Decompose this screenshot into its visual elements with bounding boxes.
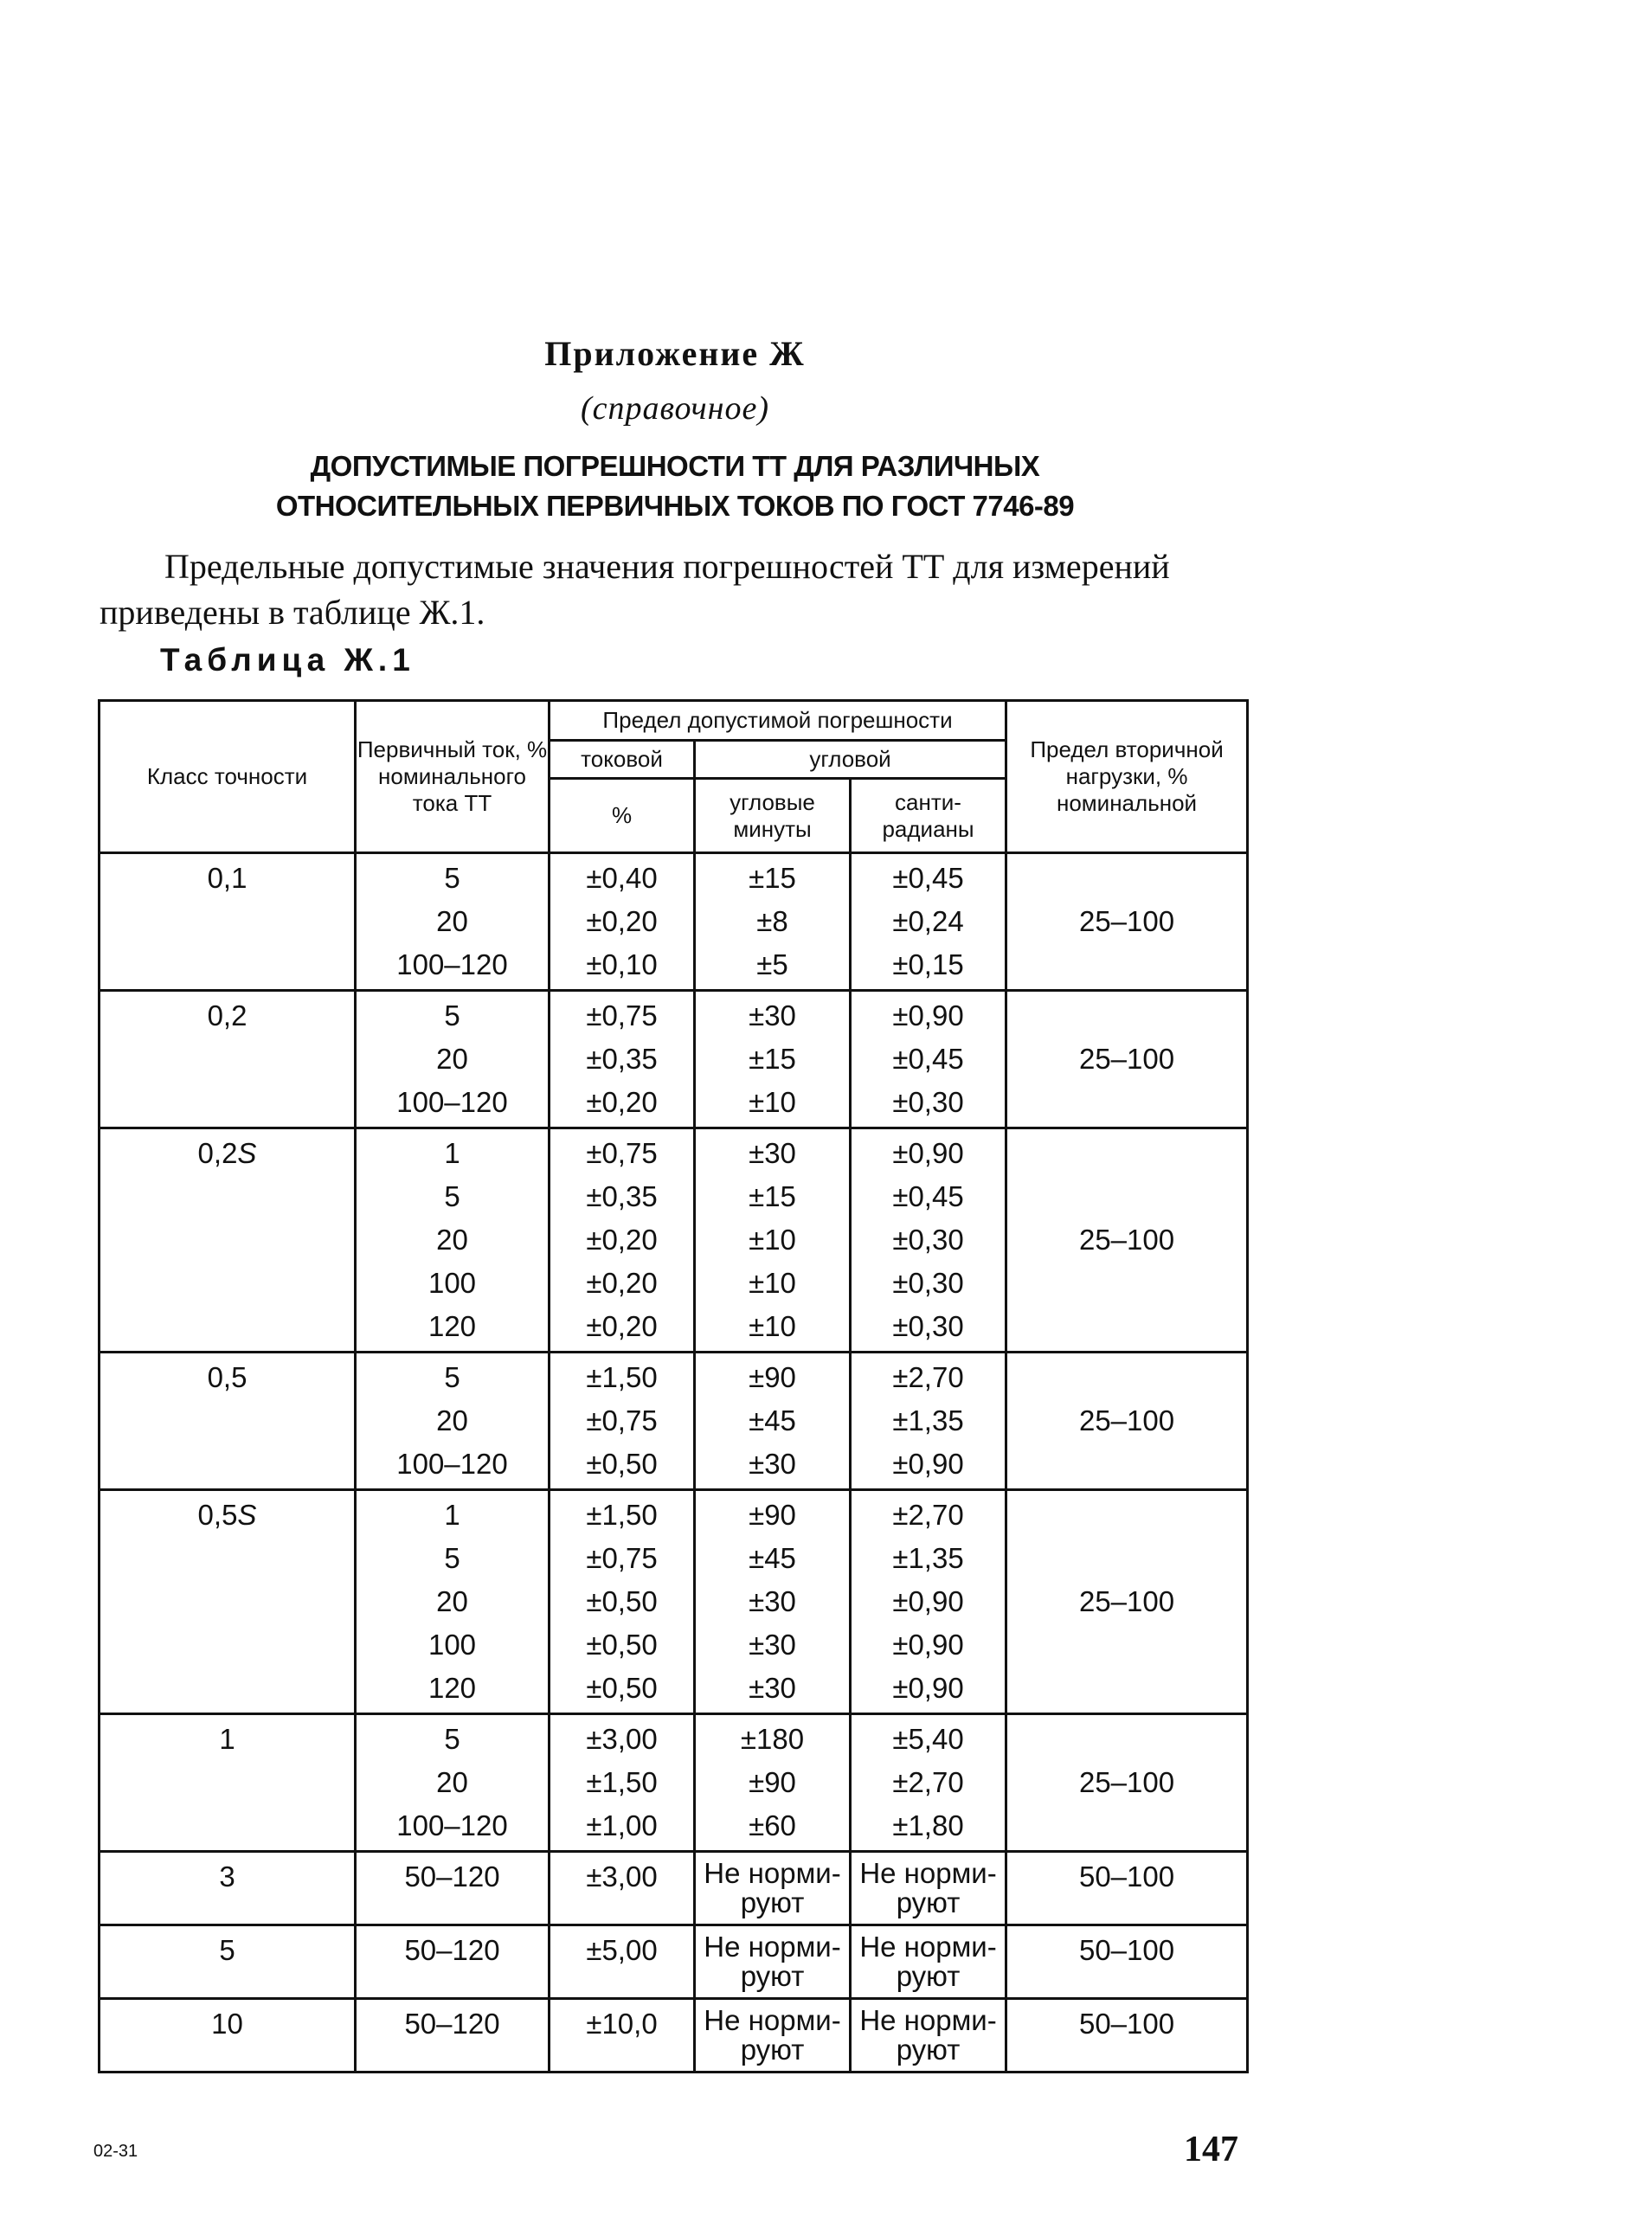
cell-primary-current-value: 20 (436, 1585, 468, 1617)
cell-secondary-load: 50–100 (1006, 1852, 1248, 1925)
intro-paragraph: Предельные допустимые значения погрешностей ТТ для измерений приведены в таблице Ж.1. (100, 547, 1170, 632)
cell-centiradians (851, 1852, 1006, 1925)
cell-primary-current-value: 20 (436, 1766, 468, 1798)
cell-current-error (550, 1852, 695, 1925)
cell-primary-current-value: 20 (436, 905, 468, 937)
cell-centiradians-value: ±0,90 (892, 1585, 964, 1617)
cell-current-error-value: ±1,50 (586, 1766, 658, 1798)
page-number: 147 (1184, 2130, 1238, 2169)
table-row (100, 1490, 1248, 1714)
cell-angular-minutes (695, 1128, 851, 1353)
cell-centiradians-value: ±0,90 (892, 1672, 964, 1704)
accuracy-class-suffix: S (237, 1137, 257, 1169)
cell-angular-minutes-value: ±10 (749, 1267, 796, 1299)
cell-angular-minutes-value: Не норми- руют (704, 1857, 841, 1918)
cell-primary-current-value: 5 (444, 862, 460, 894)
cell-accuracy-class (100, 991, 356, 1128)
cell-centiradians-value: Не норми- руют (859, 2004, 997, 2066)
cell-angular-minutes-value: ±90 (749, 1499, 796, 1531)
cell-current-error-value: ±10,0 (586, 2008, 658, 2040)
cell-current-error (550, 1353, 695, 1490)
header-primary-current: Первичный ток, % номинального тока ТТ (356, 701, 550, 853)
cell-current-error-value: ±0,75 (586, 999, 658, 1031)
cell-angular-minutes-value: Не норми- руют (704, 1931, 841, 1992)
cell-angular-minutes-value: ±30 (749, 1629, 796, 1661)
cell-angular-minutes (695, 1852, 851, 1925)
cell-accuracy-class (100, 1490, 356, 1714)
cell-primary-current-value: 20 (436, 1224, 468, 1256)
cell-angular-minutes-value: ±30 (749, 999, 796, 1031)
cell-centiradians (851, 1999, 1006, 2073)
cell-angular-minutes (695, 1714, 851, 1852)
cell-primary-current (356, 1353, 550, 1490)
accuracy-class-value: 0,5 (207, 1361, 247, 1393)
cell-primary-current (356, 1999, 550, 2073)
cell-centiradians (851, 1353, 1006, 1490)
cell-centiradians-value: Не норми- руют (859, 1857, 997, 1918)
cell-centiradians-value: ±0,90 (892, 1629, 964, 1661)
cell-primary-current (356, 1128, 550, 1353)
table-row (100, 1852, 1248, 1925)
cell-secondary-load: 25–100 (1006, 1128, 1248, 1353)
cell-centiradians-value: ±0,90 (892, 1137, 964, 1169)
accuracy-class-suffix: S (237, 1499, 257, 1531)
cell-angular-minutes (695, 1353, 851, 1490)
cell-centiradians-value: ±5,40 (892, 1723, 964, 1755)
cell-current-error-value: ±0,35 (586, 1180, 658, 1212)
cell-angular-minutes-value: ±5 (756, 948, 788, 980)
cell-primary-current-value: 5 (444, 1361, 460, 1393)
cell-current-error-value: ±3,00 (586, 1860, 658, 1893)
cell-current-error-value: ±1,50 (586, 1361, 658, 1393)
header-centiradians: санти- радианы (851, 779, 1006, 853)
cell-secondary-load: 25–100 (1006, 991, 1248, 1128)
cell-primary-current-value: 20 (436, 1043, 468, 1075)
cell-centiradians-value: ±0,15 (892, 948, 964, 980)
cell-angular-minutes-value: ±30 (749, 1448, 796, 1480)
table-row (100, 1353, 1248, 1490)
cell-centiradians-value: ±2,70 (892, 1499, 964, 1531)
table-caption: Таблица Ж.1 (160, 642, 415, 678)
cell-primary-current (356, 1925, 550, 1999)
cell-primary-current-value: 1 (444, 1137, 460, 1169)
cell-centiradians-value: Не норми- руют (859, 1931, 997, 1992)
cell-primary-current-value: 5 (444, 1723, 460, 1755)
cell-primary-current-value: 100 (427, 1267, 477, 1299)
accuracy-class-value: 3 (219, 1860, 235, 1893)
cell-centiradians-value: ±0,45 (892, 1180, 964, 1212)
cell-primary-current-value: 5 (444, 999, 460, 1031)
header-percent: % (550, 779, 695, 853)
accuracy-class-value: 0,5 (197, 1499, 238, 1531)
cell-primary-current-value: 100–120 (396, 1086, 508, 1118)
cell-secondary-load: 25–100 (1006, 1353, 1248, 1490)
cell-centiradians (851, 1714, 1006, 1852)
header-accuracy-class: Класс точности (100, 701, 356, 853)
cell-angular-minutes (695, 853, 851, 991)
cell-centiradians-value: ±0,30 (892, 1267, 964, 1299)
cell-angular-minutes (695, 1490, 851, 1714)
cell-current-error-value: ±0,20 (586, 1310, 658, 1342)
cell-primary-current-value: 100 (427, 1629, 477, 1661)
cell-centiradians (851, 1925, 1006, 1999)
cell-angular-minutes-value: ±30 (749, 1672, 796, 1704)
cell-current-error (550, 991, 695, 1128)
cell-centiradians-value: ±2,70 (892, 1361, 964, 1393)
cell-current-error (550, 1925, 695, 1999)
cell-angular-minutes (695, 1999, 851, 2073)
cell-current-error-value: ±3,00 (586, 1723, 658, 1755)
cell-current-error-value: ±0,10 (586, 948, 658, 980)
cell-centiradians-value: ±1,35 (892, 1404, 964, 1436)
cell-primary-current (356, 1852, 550, 1925)
cell-centiradians (851, 1490, 1006, 1714)
table-row (100, 1128, 1248, 1353)
cell-centiradians-value: ±0,30 (892, 1310, 964, 1342)
cell-centiradians-value: ±1,35 (892, 1542, 964, 1574)
table-row (100, 853, 1248, 991)
cell-current-error (550, 1128, 695, 1353)
table-row (100, 1999, 1248, 2073)
cell-primary-current-value: 100–120 (396, 948, 508, 980)
cell-primary-current (356, 991, 550, 1128)
cell-current-error-value: ±0,50 (586, 1585, 658, 1617)
cell-primary-current-value: 120 (427, 1310, 477, 1342)
header-angular-error: угловой (695, 741, 1006, 779)
cell-centiradians-value: ±0,45 (892, 1043, 964, 1075)
cell-centiradians-value: ±0,90 (892, 999, 964, 1031)
cell-secondary-load: 25–100 (1006, 853, 1248, 991)
table-row (100, 1714, 1248, 1852)
cell-primary-current (356, 1714, 550, 1852)
cell-angular-minutes-value: ±8 (756, 905, 788, 937)
cell-primary-current-value: 120 (427, 1672, 477, 1704)
section-heading-line-1: ДОПУСТИМЫЕ ПОГРЕШНОСТИ ТТ ДЛЯ РАЗЛИЧНЫХ (310, 450, 1040, 482)
appendix-title: Приложение Ж (544, 334, 806, 373)
cell-current-error (550, 1999, 695, 2073)
cell-angular-minutes (695, 1925, 851, 1999)
cell-primary-current-value: 50–120 (404, 1860, 500, 1893)
cell-current-error-value: ±0,20 (586, 1267, 658, 1299)
cell-secondary-load: 25–100 (1006, 1490, 1248, 1714)
cell-angular-minutes-value: ±90 (749, 1361, 796, 1393)
cell-angular-minutes-value: ±30 (749, 1585, 796, 1617)
cell-secondary-load: 50–100 (1006, 1925, 1248, 1999)
header-angular-minutes: угловые минуты (695, 779, 851, 853)
cell-centiradians-value: ±0,90 (892, 1448, 964, 1480)
cell-current-error-value: ±0,75 (586, 1137, 658, 1169)
cell-centiradians-value: ±1,80 (892, 1809, 964, 1841)
cell-current-error (550, 853, 695, 991)
cell-primary-current-value: 20 (436, 1404, 468, 1436)
accuracy-class-value: 10 (211, 2008, 243, 2040)
cell-current-error-value: ±0,75 (586, 1404, 658, 1436)
cell-primary-current (356, 853, 550, 991)
cell-current-error-value: ±0,20 (586, 1086, 658, 1118)
cell-accuracy-class (100, 1714, 356, 1852)
cell-current-error-value: ±0,50 (586, 1629, 658, 1661)
cell-current-error-value: ±0,40 (586, 862, 658, 894)
table-body (100, 853, 1248, 2073)
appendix-subtitle: (справочное) (580, 390, 770, 427)
cell-accuracy-class (100, 1925, 356, 1999)
accuracy-class-value: 1 (219, 1723, 235, 1755)
cell-primary-current-value: 100–120 (396, 1809, 508, 1841)
cell-angular-minutes-value: ±15 (749, 862, 796, 894)
header-secondary-load: Предел вторичной нагрузки, % номинальной (1006, 701, 1248, 853)
cell-current-error (550, 1714, 695, 1852)
cell-primary-current-value: 50–120 (404, 2008, 500, 2040)
cell-centiradians-value: ±2,70 (892, 1766, 964, 1798)
cell-current-error-value: ±5,00 (586, 1934, 658, 1966)
cell-centiradians (851, 991, 1006, 1128)
cell-current-error-value: ±0,50 (586, 1448, 658, 1480)
cell-accuracy-class (100, 853, 356, 991)
cell-primary-current-value: 5 (444, 1542, 460, 1574)
cell-centiradians-value: ±0,30 (892, 1224, 964, 1256)
header-error-limit: Предел допустимой погрешности (550, 701, 1006, 741)
cell-angular-minutes (695, 991, 851, 1128)
table-header (100, 701, 1248, 853)
cell-current-error-value: ±0,50 (586, 1672, 658, 1704)
cell-angular-minutes-value: ±10 (749, 1310, 796, 1342)
cell-angular-minutes-value: ±180 (740, 1723, 805, 1755)
accuracy-class-value: 0,2 (197, 1137, 238, 1169)
accuracy-table (98, 699, 1249, 2073)
cell-current-error-value: ±0,20 (586, 905, 658, 937)
footer-code: 02-31 (93, 2142, 138, 2161)
accuracy-class-value: 0,1 (207, 862, 247, 894)
cell-secondary-load: 50–100 (1006, 1999, 1248, 2073)
cell-current-error-value: ±0,75 (586, 1542, 658, 1574)
cell-primary-current-value: 5 (444, 1180, 460, 1212)
cell-primary-current-value: 1 (444, 1499, 460, 1531)
cell-current-error-value: ±0,35 (586, 1043, 658, 1075)
cell-angular-minutes-value: Не норми- руют (704, 2004, 841, 2066)
cell-current-error-value: ±1,50 (586, 1499, 658, 1531)
cell-angular-minutes-value: ±15 (749, 1043, 796, 1075)
cell-current-error-value: ±0,20 (586, 1224, 658, 1256)
cell-primary-current (356, 1490, 550, 1714)
cell-accuracy-class (100, 1353, 356, 1490)
cell-angular-minutes-value: ±10 (749, 1224, 796, 1256)
cell-angular-minutes-value: ±60 (749, 1809, 796, 1841)
cell-accuracy-class (100, 1128, 356, 1353)
cell-current-error (550, 1490, 695, 1714)
table-row (100, 991, 1248, 1128)
cell-secondary-load: 25–100 (1006, 1714, 1248, 1852)
accuracy-class-value: 5 (219, 1934, 235, 1966)
cell-angular-minutes-value: ±30 (749, 1137, 796, 1169)
cell-primary-current-value: 100–120 (396, 1448, 508, 1480)
cell-centiradians (851, 1128, 1006, 1353)
table-row (100, 1925, 1248, 1999)
cell-angular-minutes-value: ±15 (749, 1180, 796, 1212)
cell-centiradians-value: ±0,30 (892, 1086, 964, 1118)
cell-angular-minutes-value: ±45 (749, 1542, 796, 1574)
cell-accuracy-class (100, 1852, 356, 1925)
cell-centiradians (851, 853, 1006, 991)
cell-centiradians-value: ±0,24 (892, 905, 964, 937)
header-current-error: токовой (550, 741, 695, 779)
cell-angular-minutes-value: ±10 (749, 1086, 796, 1118)
accuracy-class-value: 0,2 (207, 999, 247, 1031)
cell-accuracy-class (100, 1999, 356, 2073)
cell-angular-minutes-value: ±90 (749, 1766, 796, 1798)
cell-current-error-value: ±1,00 (586, 1809, 658, 1841)
section-heading-line-2: ОТНОСИТЕЛЬНЫХ ПЕРВИЧНЫХ ТОКОВ ПО ГОСТ 7746-89 (275, 490, 1075, 522)
cell-primary-current-value: 50–120 (404, 1934, 500, 1966)
cell-angular-minutes-value: ±45 (749, 1404, 796, 1436)
cell-centiradians-value: ±0,45 (892, 862, 964, 894)
